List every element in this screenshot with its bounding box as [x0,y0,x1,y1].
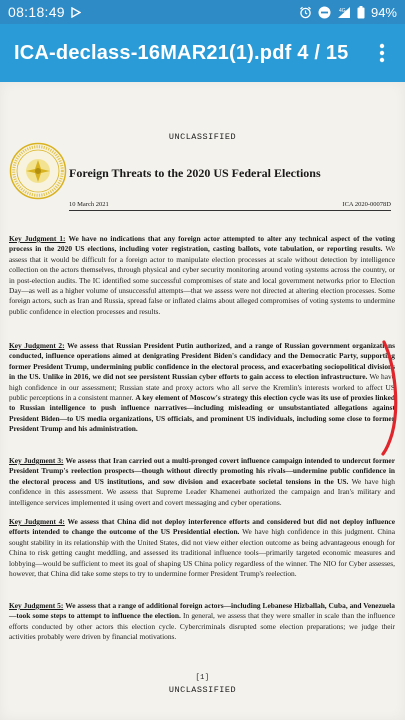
report-header-row [69,201,391,211]
status-bar [0,0,405,24]
red-annotation-mark [380,338,402,458]
status-time: 08:18:49 [8,4,65,20]
key-judgment-3: Key Judgment 3: We assess that Iran carried out a multi-pronged covert influence campaign intended to undercut former President Trump's reelection prospects—though without directly promoting his rivals—undermine public confidence in the electoral process and US institutions, and sow division and exacerbate societal tensions in the US. We have high confidence in this assessment. We assess that Supreme Leader Khamenei authorized the campaign and Iran's military and intelligence services implemented it using overt and covert messaging and cyber operations. [9,456,396,507]
document-title-bar: ICA-declass-16MAR21(1).pdf 4 / 15 [14,41,349,64]
play-icon [71,7,81,18]
key-judgment-1: Key Judgment 1: We have no indications that any foreign actor attempted to alter any technical aspect of the voting process in the 2020 US elections, including voter registration, casting ballots, vote tabulation, or reporting results. We assess that it would be difficult for a foreign actor to manipulate election processes at scale without detection by intelligence collection on the actors themselves, through physical and cyber security monitoring around voting systems across the country, or in post-election audits. The IC identified some successful compromises of state and local government networks prior to Election Day—as well as a higher volume of unsuccessful attempts—that we assess were not directed at altering election processes. Some foreign actors, such as Iran and Russia, spread false or inflated claims about alleged compromises of voting systems to undermine public confidence in election processes and results. [9,234,395,316]
report-date: 10 March 2021 [69,201,109,208]
signal-icon [337,6,351,19]
app-bar [0,24,405,82]
page-number: [1] [195,674,210,682]
svg-text:4G: 4G [338,7,346,14]
pdf-page[interactable] [0,82,405,720]
classification-top: UNCLASSIFIED [168,132,237,142]
more-vert-icon[interactable] [367,38,397,68]
key-judgment-2: Key Judgment 2: We assess that Russian President Putin authorized, and a range of Russian government organizations conducted, influence operations aimed at denigrating President Biden's candidacy and the Democratic Party, supporting former President Trump, undermining public confidence in the electoral process, and exacerbating sociopolitical divisions in the US. Unlike in 2016, we did not see persistent Russian cyber efforts to gain access to election infrastructure. We have high confidence in our assessment; Russian state and proxy actors who all serve the Kremlin's interests worked to affect US public perceptions in a consistent manner. A key element of Moscow's strategy this election cycle was its use of proxies linked to Russian intelligence to push influence narratives—including misleading or unsubstantiated allegations against President Biden—to US media organizations, US officials, and prominent US individuals, including some close to former President Trump and his administration. [9,341,395,434]
key-judgment-5: Key Judgment 5: We assess that a range of additional foreign actors—including Lebanese Hizballah, Cuba, and Venezuela—took some steps to attempt to influence the election. In general, we assess that they were smaller in scale than the influence efforts conducted by other actors this election cycle. Cybercriminals disrupted some election preparations; we judge their activities probably were driven by financial motivations. [9,601,396,642]
classification-bottom: UNCLASSIFIED [168,685,237,695]
alarm-icon [299,6,312,19]
do-not-disturb-icon [318,6,331,19]
battery-percent: 94% [370,4,397,20]
report-id: ICA 2020-00078D [342,201,391,208]
battery-icon [357,6,365,19]
report-title: Foreign Threats to the 2020 US Federal Elections [69,166,321,180]
key-judgment-4: Key Judgment 4: We assess that China did not deploy interference efforts and considered but did not deploy influence efforts intended to change the outcome of the US Presidential election. We have high confidence in this judgment. China sought stability in its relationship with the United States, did not view either election outcome as being advantageous enough for China to risk getting caught meddling, and assessed its traditional influence tools—primarily targeted economic measures and lobbying—would be sufficient to meet its goal of shaping US China policy regardless of the winner. The NIO for Cyber assesses, however, that China did take some steps to try to undermine former President Trump's reelection. [9,517,395,579]
odni-seal-icon [9,142,67,200]
